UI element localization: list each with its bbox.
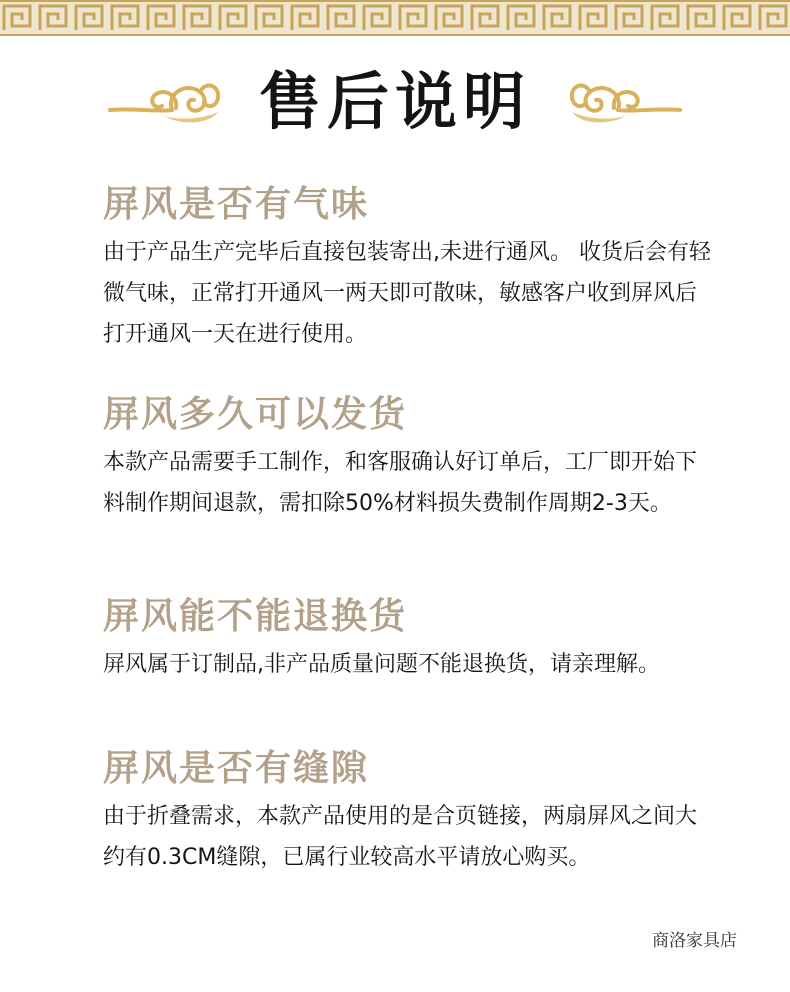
section-title: 屏风是否有气味 [103, 183, 370, 225]
section-body: 本款产品需要手工制作，和客服确认好订单后，工厂即开始下料制作期间退款，需扣除50%材料损失费制作周期2-3天。 [103, 450, 698, 516]
section-title: 屏风多久可以发货 [103, 393, 408, 435]
title-row [0, 58, 790, 146]
shop-watermark: 商洛家具店 [652, 931, 737, 951]
fret-border-decoration [0, 0, 790, 36]
section-body: 由于折叠需求，本款产品使用的是合页链接，两扇屏风之间大约有0.3CM缝隙，已属行业较高水平请放心购买。 [103, 804, 698, 870]
section-shipping [103, 390, 743, 524]
cloud-ornament-icon [566, 72, 684, 128]
section-title: 屏风能不能退换货 [103, 595, 408, 637]
section-returns [103, 592, 743, 685]
section-gaps [103, 744, 743, 878]
section-title: 屏风是否有缝隙 [103, 747, 370, 789]
page-title: 售后说明 [258, 65, 531, 138]
section-body: 由于产品生产完毕后直接包装寄出,未进行通风。 收货后会有轻微气味，正常打开通风一两天即可散味，敏感客户收到屏风后打开通风一天在进行使用。 [103, 240, 711, 347]
section-odor [103, 180, 743, 355]
section-body: 屏风属于订制品,非产品质量问题不能退换货，请亲理解。 [103, 652, 660, 677]
fret-pattern [0, 0, 790, 36]
cloud-ornament-icon [106, 72, 224, 128]
